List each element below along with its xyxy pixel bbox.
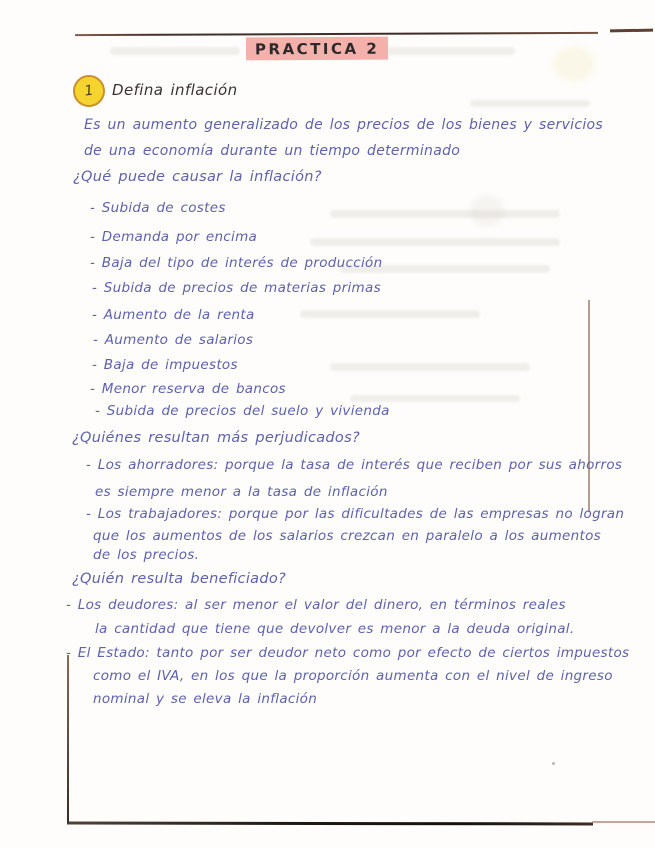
bullet-line: la cantidad que tiene que devolver es menor a la deuda original. xyxy=(95,621,575,637)
bullet-line: de los precios. xyxy=(93,547,200,563)
cause-item: - Baja de impuestos xyxy=(92,357,238,373)
definition-line: Es un aumento generalizado de los precios de los bienes y servicios xyxy=(84,117,603,133)
cause-item: - Aumento de salarios xyxy=(93,332,254,348)
bleed-through-smudge xyxy=(330,363,530,371)
bleed-through-smudge xyxy=(350,395,520,402)
page-edge-top xyxy=(75,32,598,36)
exercise-number-badge xyxy=(71,73,107,109)
bleed-through-blob xyxy=(470,195,504,227)
bullet-line: - Los deudores: al ser menor el valor del dinero, en términos reales xyxy=(66,597,566,613)
cause-item: - Subida de precios del suelo y vivienda xyxy=(95,403,390,419)
question-causes: ¿Qué puede causar la inflación? xyxy=(73,169,322,185)
bleed-through-smudge xyxy=(330,210,560,218)
page-edge-top-right xyxy=(610,29,653,32)
bleed-through-smudge xyxy=(300,310,480,318)
cause-item: - Menor reserva de bancos xyxy=(90,381,286,397)
bleed-through-smudge xyxy=(470,100,590,107)
bleed-through-smudge xyxy=(110,47,240,55)
cause-item: - Aumento de la renta xyxy=(92,307,255,323)
bullet-line: - El Estado: tanto por ser deudor neto como por efecto de ciertos impuestos xyxy=(66,645,630,661)
cause-item: - Demanda por encima xyxy=(90,229,258,245)
ink-speck xyxy=(552,762,555,765)
bullet-line: que los aumentos de los salarios crezcan en paralelo a los aumentos xyxy=(93,528,602,544)
exercise-title: Defina inflación xyxy=(112,81,238,99)
bullet-line: - Los trabajadores: porque por las dificultades de las empresas no logran xyxy=(86,506,625,522)
exercise-number: 1 xyxy=(83,82,95,100)
definition-line: de una economía durante un tiempo determinado xyxy=(84,143,461,159)
bleed-through-smudge xyxy=(310,238,560,246)
page-edge-left xyxy=(67,655,69,823)
bleed-through-blob xyxy=(553,46,595,82)
bullet-line: como el IVA, en los que la proporción aumenta con el nivel de ingreso xyxy=(93,668,613,684)
page-edge-right xyxy=(588,300,590,512)
question-beneficiado: ¿Quién resulta beneficiado? xyxy=(72,571,287,587)
cause-item: - Subida de precios de materias primas xyxy=(92,280,381,296)
bullet-line: - Los ahorradores: porque la tasa de interés que reciben por sus ahorros xyxy=(86,457,623,473)
question-perjudicados: ¿Quiénes resultan más perjudicados? xyxy=(72,430,360,446)
worksheet-title: PRACTICA 2 xyxy=(246,37,388,61)
page-edge-bottom-extension xyxy=(592,821,655,823)
cause-item: - Subida de costes xyxy=(90,200,226,216)
bullet-line: es siempre menor a la tasa de inflación xyxy=(95,484,388,500)
bullet-line: nominal y se eleva la inflación xyxy=(93,691,318,707)
cause-item: - Baja del tipo de interés de producción xyxy=(90,255,383,271)
page-edge-bottom xyxy=(67,822,593,826)
